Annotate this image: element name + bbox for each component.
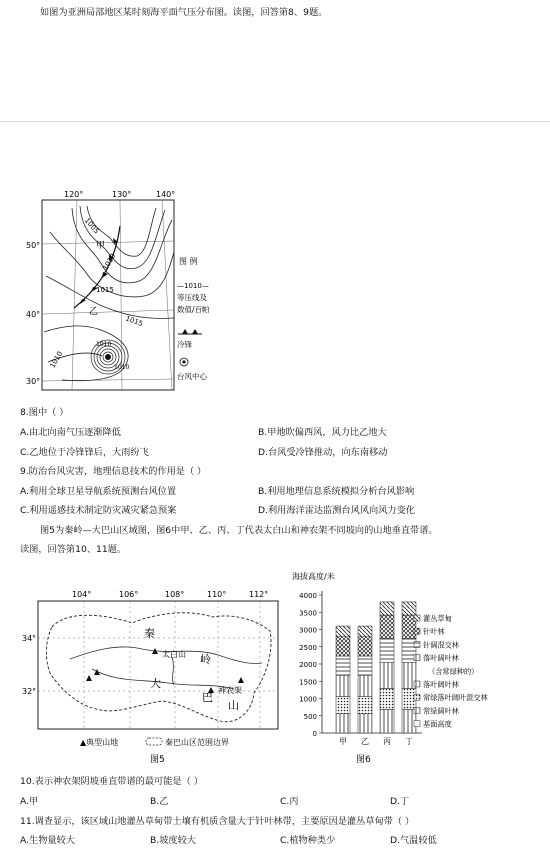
- lon-label: 104°: [72, 590, 92, 599]
- bar-segment: [336, 675, 350, 696]
- y-tick-label: 2500: [299, 643, 317, 652]
- isobar-label: 1010: [96, 341, 112, 348]
- bar-segment: [380, 709, 394, 733]
- x-tick-label: 乙: [361, 737, 369, 746]
- qinba-map: [22, 565, 284, 765]
- legend-title: 图 例: [179, 257, 198, 266]
- y-tick-label: 3500: [299, 609, 317, 618]
- q11-stem: 11.调查显示，该区域山地灌丛草甸带土壤有机质含量大于针叶林带，主要原因是灌丛草甸带（ ）: [20, 816, 415, 827]
- lat-label: 32°: [22, 687, 37, 696]
- bar-segment: [336, 656, 350, 675]
- legend-entry: 灌丛草甸: [423, 614, 452, 623]
- intro-text-2: 图5为秦岭—大巴山区域图，图6中甲、乙、丙、丁代表太白山和神农架不同坡向的山地垂直带谱。: [40, 525, 438, 536]
- chart-caption: 图6: [356, 755, 371, 765]
- isobar-label: 1010: [101, 252, 118, 272]
- q10-option-b: B.乙: [150, 796, 169, 807]
- y-tick-label: 500: [303, 712, 317, 721]
- q11-option-a: A.生物量较大: [20, 835, 75, 846]
- place-label: 乙: [89, 307, 99, 317]
- lat-label: 40°: [26, 310, 41, 319]
- q9-option-a: A.利用全球卫星导航系统预测台风位置: [20, 486, 177, 497]
- chart-ylabel: 海拔高度/米: [292, 572, 335, 581]
- page-divider: [0, 121, 550, 122]
- isobar-label: 1005: [82, 216, 101, 236]
- intro-text-1: 如图为亚洲局部地区某时刻海平面气压分布图。读图，回答第8、9题。: [40, 7, 328, 18]
- q8-stem: 8.图中（ ）: [20, 407, 69, 418]
- y-tick-label: 1500: [299, 678, 317, 687]
- q11-option-b: B.坡度较大: [150, 835, 196, 846]
- x-tick-label: 甲: [339, 737, 347, 746]
- bar-segment: [402, 602, 416, 615]
- intro-text-2b: 读图，回答第10、11题。: [20, 544, 127, 555]
- bar-segment: [358, 626, 372, 637]
- lat-label: 34°: [22, 634, 37, 643]
- place-label: 巴: [202, 691, 213, 704]
- q10-option-d: D.丁: [390, 796, 410, 807]
- legend-swatch: [414, 721, 420, 727]
- place-label: 太白山: [162, 650, 186, 659]
- legend-swatch: [414, 681, 420, 687]
- bar-segment: [380, 602, 394, 615]
- isobar-label: 1010: [48, 350, 65, 370]
- bar-segment: [336, 637, 350, 656]
- legend-swatch: [414, 628, 420, 634]
- q9-option-b: B.利用地理信息系统模拟分析台风影响: [258, 486, 415, 497]
- figure-caption: 图5: [150, 755, 165, 765]
- legend-typhoon: 台风中心: [177, 372, 207, 381]
- legend-swatch: [414, 655, 420, 661]
- lon-label: 106°: [119, 590, 139, 599]
- bar-segment: [336, 697, 350, 714]
- q10-option-c: C.丙: [280, 796, 299, 807]
- q9-stem: 9.防治台风灾害，地理信息技术的作用是（ ）: [20, 466, 207, 477]
- legend-swatch: [414, 707, 420, 713]
- lon-label: 112°: [249, 590, 269, 599]
- legend-entry: （含常绿种的）: [428, 666, 479, 676]
- legend-swatch: [414, 641, 420, 647]
- bar-segment: [358, 656, 372, 675]
- bar-segment: [380, 615, 394, 639]
- place-label: 神农架: [218, 686, 242, 695]
- bar-segment: [358, 637, 372, 656]
- legend-isobar-sample: —1010—: [177, 282, 209, 290]
- y-tick-label: 1000: [299, 695, 317, 704]
- legend-entry: 针叶林: [423, 627, 445, 637]
- q9-option-d: D.利用海洋雷达监测台风风向风力变化: [258, 505, 415, 516]
- legend-area: 秦巴山区范围边界: [165, 738, 229, 747]
- q8-option-b: B.甲地吹偏西风，风力比乙地大: [258, 427, 387, 438]
- altitude-zone-chart: [286, 565, 526, 765]
- lon-label: 130°: [112, 190, 132, 199]
- y-tick-label: 0: [312, 730, 317, 738]
- bar-segment: [380, 639, 394, 663]
- isobar-label: 1015: [124, 314, 144, 329]
- q9-option-c: C.利用遥感技术制定防灾减灾紧急预案: [20, 505, 177, 516]
- place-label: 秦: [144, 627, 155, 640]
- x-tick-label: 丙: [383, 737, 391, 746]
- legend-swatch: [414, 694, 420, 700]
- legend-entry: 基面高度: [423, 719, 452, 729]
- isobar-label: 1015: [96, 286, 114, 294]
- legend-entry: 落叶阔叶林: [423, 680, 459, 689]
- bar-segment: [358, 675, 372, 696]
- q10-option-a: A.甲: [20, 796, 39, 807]
- legend-swatch: [414, 615, 420, 621]
- x-tick-label: 丁: [405, 737, 413, 746]
- q8-option-a: A.由北向南气压逐渐降低: [20, 427, 121, 438]
- lat-label: 30°: [26, 377, 41, 386]
- q8-option-c: C.乙地位于冷锋锋后，大雨纷飞: [20, 447, 149, 458]
- q8-option-d: D.台风受冷锋推动，向东南移动: [258, 447, 388, 458]
- legend-entry: 常绿落叶阔叶混交林: [423, 693, 488, 703]
- lon-label: 140°: [156, 190, 176, 199]
- bar-segment: [380, 688, 394, 709]
- lat-label: 50°: [26, 241, 41, 250]
- bar-segment: [358, 714, 372, 733]
- place-label: 大: [150, 677, 161, 690]
- legend-entry: 针阔混交林: [423, 640, 459, 650]
- legend-entry: 常绿阔叶林: [423, 706, 459, 716]
- place-label: 甲: [96, 241, 106, 251]
- bar-segment: [336, 714, 350, 733]
- bar-segment: [336, 626, 350, 637]
- place-label: 山: [228, 699, 239, 712]
- isobar-label: 1010: [114, 364, 130, 371]
- legend-front: 冷锋: [177, 340, 192, 349]
- legend-peak: ▲典型山地: [80, 738, 119, 747]
- pressure-map: [26, 186, 210, 396]
- lon-label: 108°: [165, 590, 185, 599]
- y-tick-label: 2000: [299, 661, 317, 669]
- q11-option-c: C.植物种类少: [280, 835, 336, 846]
- legend-entry: 落叶阔叶林: [423, 653, 459, 663]
- q10-stem: 10.表示神农架阴坡垂直带谱的最可能是（ ）: [20, 776, 203, 787]
- bar-segment: [380, 662, 394, 688]
- y-tick-label: 4000: [299, 592, 317, 600]
- legend-isobar-text: 数值/百帕: [177, 305, 210, 314]
- bar-segment: [358, 697, 372, 714]
- lon-label: 120°: [64, 190, 84, 199]
- y-tick-label: 3000: [299, 626, 317, 635]
- place-label: 岭: [200, 653, 211, 666]
- q11-option-d: D.气温较低: [390, 835, 437, 846]
- legend-isobar-text: 等压线及: [177, 293, 207, 302]
- lon-label: 110°: [207, 590, 227, 599]
